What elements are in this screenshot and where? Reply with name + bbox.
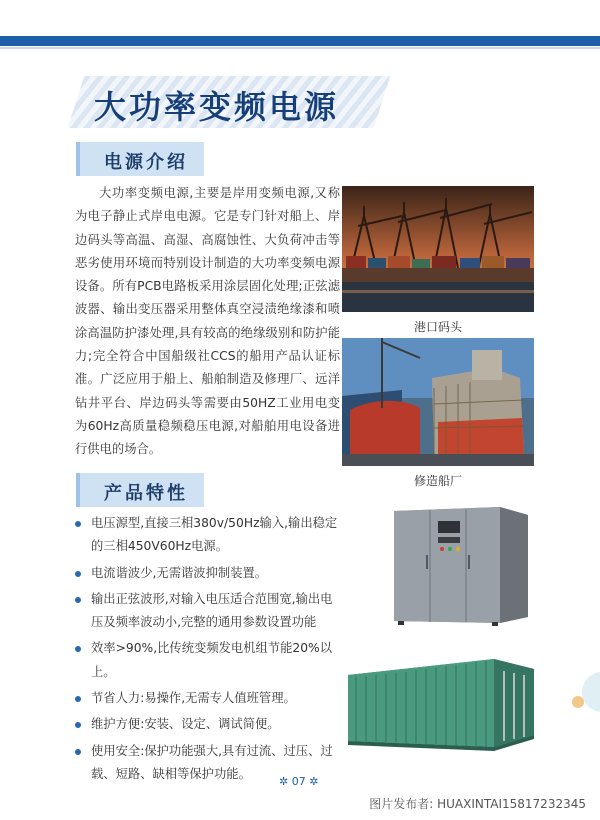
feature-item: 输出正弦波形,对输入电压适合范围宽,输出电压及频率波动小,完整的通用参数设置功能 <box>75 588 340 635</box>
page-number-value: 07 <box>291 775 306 788</box>
section-heading-features-label: 产品特性 <box>104 483 188 504</box>
page-number-left-ornament: ✲ <box>279 775 289 788</box>
publisher-watermark: 图片发布者: HUAXINTAI15817232345 <box>369 797 586 811</box>
page-title: 大功率变频电源 <box>94 88 340 126</box>
decorative-circle <box>582 672 600 712</box>
feature-item: 电流谐波少,无需谐波抑制装置。 <box>75 562 340 585</box>
bullet-icon <box>75 571 81 577</box>
feature-item: 使用安全:保护功能强大,具有过流、过压、过载、短路、缺相等保护功能。 <box>75 740 340 787</box>
port-photo-caption: 港口码头 <box>413 320 462 334</box>
section-heading-features <box>76 473 204 507</box>
feature-list <box>75 512 340 789</box>
bullet-icon <box>75 722 81 728</box>
intro-paragraph: 大功率变频电源,主要是岸用变频电源,又称为电子静止式岸电电源。它是专门针对船上、岸边码头等高温、高湿、高腐蚀性、大负荷冲击等恶劣使用环境而特别设计制造的大功率变频电源设备。所有PCB电路板采用涂层固化处理;正弦滤波器、输出变压器采用整体真空浸渍绝缘漆和喷涂高温防护漆处理,具有较高的绝缘级别和防护能力;完全符合中国船级社CCS的船用产品认证标准。广泛应用于船上、船舶制造及修理厂、远洋钻井平台、岸边码头等需要由50HZ工业用电变为60Hz高质量稳频稳压电源,对船舶用电设备进行供电的场合。 <box>75 186 340 457</box>
bullet-icon <box>75 597 81 603</box>
port-cranes-illustration <box>342 186 534 312</box>
section-heading-intro <box>76 142 204 176</box>
container-image <box>344 655 536 751</box>
top-banner-bar <box>0 36 600 46</box>
bullet-icon <box>75 521 81 527</box>
shipping-container-illustration <box>344 655 536 751</box>
bullet-icon <box>75 749 81 755</box>
page-number-right-ornament: ✲ <box>309 775 319 788</box>
bullet-icon <box>75 696 81 702</box>
bullet-icon <box>75 646 81 652</box>
page-title-banner <box>76 76 382 128</box>
power-cabinet-illustration <box>388 505 534 627</box>
shipyard-illustration <box>342 338 534 466</box>
feature-item: 节省人力:易操作,无需专人值班管理。 <box>75 687 340 710</box>
feature-item: 维护方便:安装、设定、调试简便。 <box>75 713 340 736</box>
intro-paragraph-block <box>75 182 340 462</box>
page-number <box>279 775 318 788</box>
power-cabinet-image <box>388 505 534 627</box>
top-banner-rule <box>0 47 600 49</box>
port-photo <box>342 186 534 312</box>
feature-item: 效率>90%,比传统变频发电机组节能20%以上。 <box>75 637 340 684</box>
decorative-dot <box>572 696 584 708</box>
section-heading-intro-label: 电源介绍 <box>104 152 188 173</box>
shipyard-photo <box>342 338 534 466</box>
shipyard-photo-caption: 修造船厂 <box>413 474 462 488</box>
feature-item: 电压源型,直接三相380v/50Hz输入,输出稳定的三相450V60Hz电源。 <box>75 512 340 559</box>
